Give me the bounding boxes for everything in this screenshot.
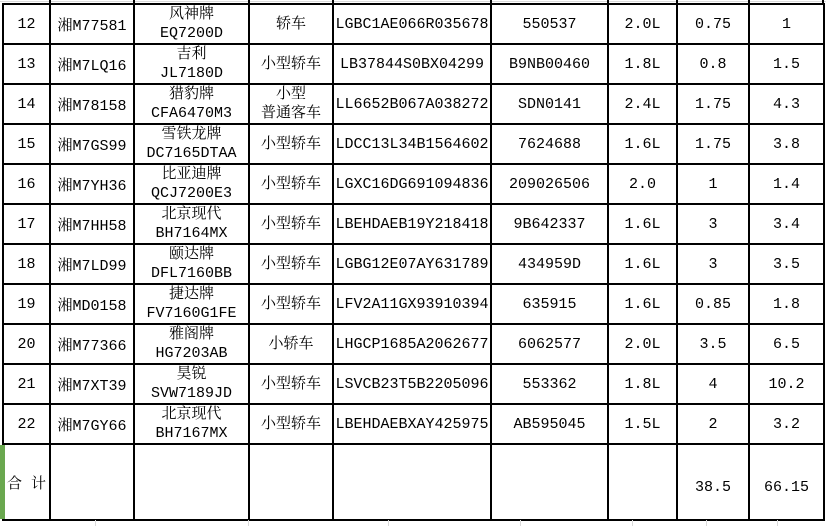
cell-displacement[interactable]: 1.6L xyxy=(608,284,677,324)
text-line: 小型轿车 xyxy=(260,295,321,313)
selection-indicator xyxy=(0,445,5,519)
cell-empty[interactable] xyxy=(608,444,677,520)
table-border-stub xyxy=(49,0,51,3)
text-line: BH7167MX xyxy=(155,425,228,442)
cell-brand-model[interactable] xyxy=(134,404,249,444)
cell-displacement[interactable]: 2.0 xyxy=(608,164,677,204)
cell-value-2[interactable]: 3.4 xyxy=(749,204,824,244)
cell-engine-number[interactable]: 434959D xyxy=(491,244,608,284)
cell-vehicle-type[interactable] xyxy=(249,324,333,364)
cell-brand-model[interactable] xyxy=(134,4,249,44)
cell-brand-model[interactable] xyxy=(134,84,249,124)
cell-engine-number[interactable]: B9NB00460 xyxy=(491,44,608,84)
cell-vin[interactable]: LL6652B067A038272 xyxy=(333,84,491,124)
table-border-stub xyxy=(676,0,678,3)
table-row xyxy=(3,204,824,244)
cell-seq[interactable]: 16 xyxy=(3,164,50,204)
text-line: 轿车 xyxy=(275,15,306,33)
text-line: 小型轿车 xyxy=(260,255,321,273)
cell-brand-model[interactable] xyxy=(134,204,249,244)
cell-seq[interactable]: 20 xyxy=(3,324,50,364)
cell-vin[interactable]: LDCC13L34B1564602 xyxy=(333,124,491,164)
cell-seq[interactable]: 12 xyxy=(3,4,50,44)
sheet-gridline-stub xyxy=(248,520,249,526)
text-line: CFA6470M3 xyxy=(150,105,232,122)
cell-seq[interactable]: 15 xyxy=(3,124,50,164)
cell-value-1[interactable]: 0.85 xyxy=(677,284,749,324)
cell-displacement[interactable]: 2.4L xyxy=(608,84,677,124)
cell-engine-number[interactable]: SDN0141 xyxy=(491,84,608,124)
text-line: SVW7189JD xyxy=(150,385,232,402)
cell-seq[interactable]: 14 xyxy=(3,84,50,124)
vehicle-table xyxy=(2,3,825,521)
cell-value-1[interactable]: 4 xyxy=(677,364,749,404)
cell-value-1[interactable]: 0.75 xyxy=(677,4,749,44)
cell-plate-number[interactable]: 湘M7GY66 xyxy=(50,404,134,444)
cell-value-1[interactable]: 1.75 xyxy=(677,84,749,124)
table-row xyxy=(3,124,824,164)
cell-value-1[interactable]: 3 xyxy=(677,204,749,244)
cell-empty[interactable] xyxy=(491,444,608,520)
cell-empty[interactable] xyxy=(134,444,249,520)
cell-vehicle-type[interactable] xyxy=(249,164,333,204)
cell-brand-model[interactable] xyxy=(134,244,249,284)
cell-value-2[interactable]: 1.4 xyxy=(749,164,824,204)
cell-brand-model[interactable] xyxy=(134,284,249,324)
cell-total-value-1[interactable] xyxy=(677,444,749,520)
cell-seq[interactable]: 22 xyxy=(3,404,50,444)
cell-engine-number[interactable]: 553362 xyxy=(491,364,608,404)
table-row xyxy=(3,4,824,44)
cell-vin[interactable]: LSVCB23T5B2205096 xyxy=(333,364,491,404)
text-line: 风神牌 xyxy=(168,6,214,23)
cell-seq[interactable]: 19 xyxy=(3,284,50,324)
cell-plate-number[interactable]: 湘M77581 xyxy=(50,4,134,44)
text-line: 小型 xyxy=(275,86,306,103)
cell-brand-model[interactable] xyxy=(134,364,249,404)
sheet-gridline-stub xyxy=(388,520,389,526)
cell-vehicle-type[interactable] xyxy=(249,44,333,84)
text-line: DFL7160BB xyxy=(150,265,232,282)
cell-vin[interactable]: LBEHDAEBXAY425975 xyxy=(333,404,491,444)
cell-plate-number[interactable]: 湘MD0158 xyxy=(50,284,134,324)
cell-plate-number[interactable]: 湘M7XT39 xyxy=(50,364,134,404)
total-value-1: 38.5 xyxy=(694,478,731,496)
cell-plate-number[interactable]: 湘M78158 xyxy=(50,84,134,124)
cell-plate-number[interactable]: 湘M7GS99 xyxy=(50,124,134,164)
cell-engine-number[interactable]: 9B642337 xyxy=(491,204,608,244)
cell-value-2[interactable]: 1.5 xyxy=(749,44,824,84)
sheet-gridline-stub xyxy=(632,520,633,526)
table-row xyxy=(3,404,824,444)
text-line: 颐达牌 xyxy=(168,246,214,263)
cell-vin[interactable]: LGBG12E07AY631789 xyxy=(333,244,491,284)
cell-vin[interactable]: LGBC1AE066R035678 xyxy=(333,4,491,44)
cell-vehicle-type[interactable] xyxy=(249,124,333,164)
text-line: 普通客车 xyxy=(260,105,321,122)
cell-plate-number[interactable]: 湘M77366 xyxy=(50,324,134,364)
cell-vin[interactable]: LHGCP1685A2062677 xyxy=(333,324,491,364)
cell-engine-number[interactable]: AB595045 xyxy=(491,404,608,444)
table-row xyxy=(3,284,824,324)
sheet-gridline-stub xyxy=(95,520,96,526)
text-line: 雪铁龙牌 xyxy=(161,126,222,143)
cell-value-1[interactable]: 2 xyxy=(677,404,749,444)
cell-seq[interactable]: 21 xyxy=(3,364,50,404)
table-row xyxy=(3,364,824,404)
cell-seq[interactable]: 18 xyxy=(3,244,50,284)
text-line: HG7203AB xyxy=(155,345,228,362)
cell-value-1[interactable]: 3.5 xyxy=(677,324,749,364)
cell-value-2[interactable]: 1 xyxy=(749,4,824,44)
text-line: 小型轿车 xyxy=(260,175,321,193)
cell-value-2[interactable]: 3.2 xyxy=(749,404,824,444)
text-line: JL7180D xyxy=(159,65,223,82)
text-line: QCJ7200E3 xyxy=(150,185,232,202)
cell-vehicle-type[interactable] xyxy=(249,404,333,444)
cell-engine-number[interactable]: 550537 xyxy=(491,4,608,44)
cell-vehicle-type[interactable] xyxy=(249,364,333,404)
cell-displacement[interactable]: 1.5L xyxy=(608,404,677,444)
cell-displacement[interactable]: 1.8L xyxy=(608,44,677,84)
table-row xyxy=(3,84,824,124)
text-line: 吉利 xyxy=(176,46,207,63)
cell-vehicle-type[interactable] xyxy=(249,204,333,244)
table-border-stub xyxy=(607,0,609,3)
cell-seq[interactable]: 17 xyxy=(3,204,50,244)
cell-engine-number[interactable]: 6062577 xyxy=(491,324,608,364)
text-line: 北京现代 xyxy=(161,206,222,223)
cell-value-1[interactable]: 0.8 xyxy=(677,44,749,84)
cell-plate-number[interactable]: 湘M7HH58 xyxy=(50,204,134,244)
cell-displacement[interactable]: 1.6L xyxy=(608,244,677,284)
table-row xyxy=(3,44,824,84)
text-line: 小型轿车 xyxy=(260,55,321,73)
text-line: 捷达牌 xyxy=(168,286,214,303)
table-border-stub xyxy=(748,0,750,3)
text-line: 小轿车 xyxy=(268,335,314,353)
text-line: 雅阁牌 xyxy=(168,326,214,343)
cell-value-2[interactable]: 6.5 xyxy=(749,324,824,364)
cell-vin[interactable]: LBEHDAEB19Y218418 xyxy=(333,204,491,244)
cell-plate-number[interactable]: 湘M7LD99 xyxy=(50,244,134,284)
table-border-stub xyxy=(822,0,824,3)
cell-seq[interactable]: 13 xyxy=(3,44,50,84)
cell-engine-number[interactable]: 209026506 xyxy=(491,164,608,204)
cell-engine-number[interactable]: 7624688 xyxy=(491,124,608,164)
text-line: 小型轿车 xyxy=(260,215,321,233)
cell-total-label[interactable]: 合 计 xyxy=(3,444,50,520)
table-border-stub xyxy=(133,0,135,3)
text-line: 小型轿车 xyxy=(260,135,321,153)
cell-value-2[interactable]: 1.8 xyxy=(749,284,824,324)
cell-total-value-2[interactable] xyxy=(749,444,824,520)
table-border-stub xyxy=(332,0,334,3)
cell-engine-number[interactable]: 635915 xyxy=(491,284,608,324)
text-line: 小型轿车 xyxy=(260,375,321,393)
cell-value-1[interactable]: 1.75 xyxy=(677,124,749,164)
sheet-gridline-top xyxy=(0,1,826,2)
cell-empty[interactable] xyxy=(333,444,491,520)
text-line: 北京现代 xyxy=(161,406,222,423)
cell-displacement[interactable]: 1.8L xyxy=(608,364,677,404)
text-line: 猎豹牌 xyxy=(168,86,214,103)
total-value-2: 66.15 xyxy=(763,478,809,496)
cell-value-1[interactable]: 3 xyxy=(677,244,749,284)
table-row xyxy=(3,164,824,204)
cell-empty[interactable] xyxy=(249,444,333,520)
text-line: 昊锐 xyxy=(176,366,207,383)
text-line: BH7164MX xyxy=(155,225,228,242)
cell-vehicle-type[interactable] xyxy=(249,244,333,284)
text-line: DC7165DTAA xyxy=(146,145,237,162)
cell-vehicle-type[interactable] xyxy=(249,84,333,124)
table-border-stub xyxy=(248,0,250,3)
text-line: 小型轿车 xyxy=(260,415,321,433)
sheet-gridline-stub xyxy=(706,520,707,526)
cell-brand-model[interactable] xyxy=(134,124,249,164)
cell-brand-model[interactable] xyxy=(134,324,249,364)
text-line: 比亚迪牌 xyxy=(161,166,222,183)
cell-plate-number[interactable]: 湘M7LQ16 xyxy=(50,44,134,84)
cell-value-1[interactable]: 1 xyxy=(677,164,749,204)
cell-vehicle-type[interactable] xyxy=(249,284,333,324)
cell-vehicle-type[interactable] xyxy=(249,4,333,44)
cell-plate-number[interactable]: 湘M7YH36 xyxy=(50,164,134,204)
cell-vin[interactable]: LB37844S0BX04299 xyxy=(333,44,491,84)
cell-value-2[interactable]: 3.5 xyxy=(749,244,824,284)
cell-value-2[interactable]: 3.8 xyxy=(749,124,824,164)
table-border-stub xyxy=(490,0,492,3)
cell-displacement[interactable]: 1.6L xyxy=(608,204,677,244)
cell-brand-model[interactable] xyxy=(134,44,249,84)
cell-value-2[interactable]: 10.2 xyxy=(749,364,824,404)
sheet-gridline-stub xyxy=(520,520,521,526)
cell-displacement[interactable]: 1.6L xyxy=(608,124,677,164)
cell-empty[interactable] xyxy=(50,444,134,520)
cell-value-2[interactable]: 4.3 xyxy=(749,84,824,124)
text-line: FV7160G1FE xyxy=(146,305,237,322)
cell-displacement[interactable]: 2.0L xyxy=(608,324,677,364)
cell-vin[interactable]: LGXC16DG691094836 xyxy=(333,164,491,204)
cell-brand-model[interactable] xyxy=(134,164,249,204)
table-row xyxy=(3,244,824,284)
text-line: EQ7200D xyxy=(159,25,223,42)
table-row xyxy=(3,324,824,364)
total-row xyxy=(3,444,824,520)
cell-displacement[interactable]: 2.0L xyxy=(608,4,677,44)
sheet-gridline-stub xyxy=(777,520,778,526)
cell-vin[interactable]: LFV2A11GX93910394 xyxy=(333,284,491,324)
